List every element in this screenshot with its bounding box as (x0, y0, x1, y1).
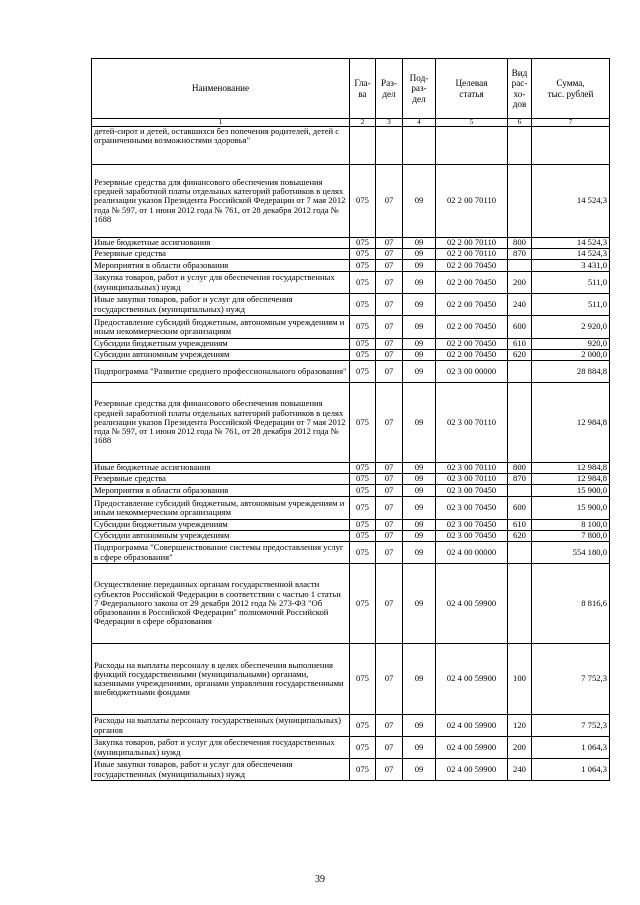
row-razdel: 07 (376, 485, 403, 497)
row-razdel: 07 (376, 644, 403, 715)
row-vid: 100 (508, 644, 532, 715)
row-vid: 800 (508, 238, 532, 249)
header-target: Целевая статья (436, 59, 508, 119)
row-podrazdel: 09 (403, 383, 436, 463)
row-sum: 7 752,3 (532, 644, 610, 715)
row-vid: 620 (508, 350, 532, 361)
row-podrazdel: 09 (403, 497, 436, 520)
row-sum: 511,0 (532, 294, 610, 316)
row-vid: 200 (508, 737, 532, 759)
row-vid: 610 (508, 339, 532, 350)
header-glava: Гла- ва (350, 59, 376, 119)
table-row (92, 165, 610, 238)
row-vid (508, 383, 532, 463)
table-row (92, 249, 610, 260)
row-sum: 8 816,6 (532, 564, 610, 644)
row-glava: 075 (350, 463, 376, 474)
table-row (92, 737, 610, 759)
row-name: Мероприятия в области образования (92, 260, 350, 272)
row-sum: 14 524,3 (532, 238, 610, 249)
budget-table (91, 58, 610, 781)
table-row (92, 759, 610, 781)
row-sum: 1 064,3 (532, 737, 610, 759)
row-sum: 2 920,0 (532, 316, 610, 339)
row-sum: 1 064,3 (532, 759, 610, 781)
row-name: детей-сирот и детей, оставшихся без попечения родителей, детей с ограниченными возможностями здоровья" (92, 127, 350, 165)
column-number: 2 (350, 119, 376, 127)
row-sum: 8 100,0 (532, 520, 610, 531)
header-row (92, 59, 610, 119)
row-razdel: 07 (376, 339, 403, 350)
row-name: Резервные средства (92, 249, 350, 260)
row-name: Подпрограмма "Развитие среднего профессионального образования" (92, 361, 350, 383)
header-vid: Вид рас- хо- дов (508, 59, 532, 119)
row-sum (532, 127, 610, 165)
row-podrazdel: 09 (403, 339, 436, 350)
row-target: 02 3 00 00000 (436, 361, 508, 383)
row-vid (508, 542, 532, 564)
row-glava: 075 (350, 737, 376, 759)
row-name: Мероприятия в области образования (92, 485, 350, 497)
row-sum: 14 524,3 (532, 165, 610, 238)
row-razdel: 07 (376, 238, 403, 249)
row-glava: 075 (350, 520, 376, 531)
row-razdel: 07 (376, 260, 403, 272)
row-target: 02 3 00 70110 (436, 383, 508, 463)
row-sum: 920,0 (532, 339, 610, 350)
row-razdel: 07 (376, 165, 403, 238)
row-vid: 120 (508, 715, 532, 737)
row-target: 02 2 00 70450 (436, 294, 508, 316)
column-number: 1 (92, 119, 350, 127)
row-podrazdel: 09 (403, 531, 436, 542)
row-glava: 075 (350, 260, 376, 272)
row-podrazdel: 09 (403, 715, 436, 737)
row-target: 02 4 00 59900 (436, 715, 508, 737)
column-number: 6 (508, 119, 532, 127)
row-name: Предоставление субсидий бюджетным, автономным учреждениям и иным некоммерческим организациям (92, 497, 350, 520)
row-name: Расходы на выплаты персоналу в целях обеспечения выполнения функций государственными (муниципальными) органами, казенными учреждениями, органами управления государственными внебюджетными фондами (92, 644, 350, 715)
row-target: 02 4 00 59900 (436, 759, 508, 781)
row-sum: 15 900,0 (532, 485, 610, 497)
column-number: 3 (376, 119, 403, 127)
table-body (92, 127, 610, 781)
row-podrazdel: 09 (403, 316, 436, 339)
row-glava: 075 (350, 272, 376, 294)
row-vid: 200 (508, 272, 532, 294)
row-podrazdel: 09 (403, 272, 436, 294)
row-vid: 870 (508, 474, 532, 485)
row-podrazdel: 09 (403, 542, 436, 564)
row-name: Закупка товаров, работ и услуг для обеспечения государственных (муниципальных) нужд (92, 737, 350, 759)
row-razdel: 07 (376, 350, 403, 361)
row-podrazdel: 09 (403, 737, 436, 759)
row-podrazdel: 09 (403, 485, 436, 497)
column-number: 5 (436, 119, 508, 127)
row-glava (350, 127, 376, 165)
row-podrazdel: 09 (403, 463, 436, 474)
table-row (92, 474, 610, 485)
row-sum: 12 984,8 (532, 383, 610, 463)
row-sum: 15 900,0 (532, 497, 610, 520)
row-razdel: 07 (376, 737, 403, 759)
row-glava: 075 (350, 497, 376, 520)
row-podrazdel: 09 (403, 361, 436, 383)
header-name: Наименование (92, 59, 350, 119)
row-razdel: 07 (376, 272, 403, 294)
row-target: 02 4 00 59900 (436, 737, 508, 759)
row-podrazdel: 09 (403, 165, 436, 238)
table-row (92, 564, 610, 644)
row-target: 02 2 00 70450 (436, 260, 508, 272)
row-name: Иные закупки товаров, работ и услуг для обеспечения государственных (муниципальных) нужд (92, 759, 350, 781)
row-podrazdel: 09 (403, 350, 436, 361)
header-sum: Сумма, тыс. рублей (532, 59, 610, 119)
row-target: 02 2 00 70450 (436, 316, 508, 339)
row-name: Предоставление субсидий бюджетным, автономным учреждениям и иным некоммерческим организациям (92, 316, 350, 339)
row-target: 02 3 00 70450 (436, 497, 508, 520)
row-glava: 075 (350, 474, 376, 485)
row-glava: 075 (350, 294, 376, 316)
row-glava: 075 (350, 542, 376, 564)
row-glava: 075 (350, 564, 376, 644)
row-vid: 620 (508, 531, 532, 542)
row-podrazdel: 09 (403, 238, 436, 249)
row-razdel: 07 (376, 474, 403, 485)
table-row (92, 361, 610, 383)
column-number: 4 (403, 119, 436, 127)
row-razdel (376, 127, 403, 165)
row-sum: 3 431,0 (532, 260, 610, 272)
row-vid: 600 (508, 497, 532, 520)
row-target: 02 2 00 70450 (436, 339, 508, 350)
row-target: 02 3 00 70110 (436, 463, 508, 474)
row-vid: 610 (508, 520, 532, 531)
table-row (92, 497, 610, 520)
row-target: 02 3 00 70450 (436, 520, 508, 531)
row-target: 02 2 00 70110 (436, 249, 508, 260)
row-name: Резервные средства для финансового обеспечения повышения средней заработной платы отдельных категорий работников в целях реализации указов Президента Российской Федерации от 7 мая 2012 года № 597, от 1 июня 2012 года № 761, от 28 декабря 2012 года № 1688 (92, 165, 350, 238)
table-row (92, 531, 610, 542)
row-vid: 240 (508, 294, 532, 316)
row-glava: 075 (350, 339, 376, 350)
row-name: Субсидии автономным учреждениям (92, 350, 350, 361)
row-target: 02 2 00 70450 (436, 272, 508, 294)
row-podrazdel: 09 (403, 520, 436, 531)
row-vid (508, 564, 532, 644)
row-sum: 12 984,8 (532, 474, 610, 485)
row-razdel: 07 (376, 316, 403, 339)
row-razdel: 07 (376, 463, 403, 474)
row-razdel: 07 (376, 564, 403, 644)
row-name: Субсидии бюджетным учреждениям (92, 520, 350, 531)
row-sum: 28 884,8 (532, 361, 610, 383)
row-razdel: 07 (376, 361, 403, 383)
table-row (92, 715, 610, 737)
row-vid (508, 361, 532, 383)
row-podrazdel: 09 (403, 260, 436, 272)
row-sum: 7 800,0 (532, 531, 610, 542)
table-row (92, 542, 610, 564)
row-vid: 800 (508, 463, 532, 474)
row-glava: 075 (350, 644, 376, 715)
row-vid: 240 (508, 759, 532, 781)
table-row (92, 127, 610, 165)
row-razdel: 07 (376, 497, 403, 520)
row-razdel: 07 (376, 715, 403, 737)
row-target (436, 127, 508, 165)
row-podrazdel: 09 (403, 294, 436, 316)
row-podrazdel: 09 (403, 249, 436, 260)
header-razdel: Раз- дел (376, 59, 403, 119)
row-podrazdel: 09 (403, 474, 436, 485)
row-name: Расходы на выплаты персоналу государственных (муниципальных) органов (92, 715, 350, 737)
table-row (92, 383, 610, 463)
row-razdel: 07 (376, 759, 403, 781)
row-vid (508, 485, 532, 497)
row-glava: 075 (350, 316, 376, 339)
row-name: Иные бюджетные ассигнования (92, 238, 350, 249)
row-sum: 14 524,3 (532, 249, 610, 260)
row-name: Резервные средства для финансового обеспечения повышения средней заработной платы отдельных категорий работников в целях реализации указов Президента Российской Федерации от 7 мая 2012 года № 597, от 1 июня 2012 года № 761, от 28 декабря 2012 года № 1688 (92, 383, 350, 463)
row-glava: 075 (350, 238, 376, 249)
row-vid: 600 (508, 316, 532, 339)
row-razdel: 07 (376, 542, 403, 564)
table-row (92, 463, 610, 474)
row-name: Иные бюджетные ассигнования (92, 463, 350, 474)
row-razdel: 07 (376, 531, 403, 542)
row-name: Подпрограмма "Совершенствование системы предоставления услуг в сфере образования" (92, 542, 350, 564)
row-sum: 511,0 (532, 272, 610, 294)
row-name: Иные закупки товаров, работ и услуг для обеспечения государственных (муниципальных) нужд (92, 294, 350, 316)
row-target: 02 3 00 70450 (436, 531, 508, 542)
page-number: 39 (315, 874, 325, 885)
row-podrazdel: 09 (403, 759, 436, 781)
row-glava: 075 (350, 485, 376, 497)
table-row (92, 520, 610, 531)
row-target: 02 3 00 70450 (436, 485, 508, 497)
row-glava: 075 (350, 165, 376, 238)
row-target: 02 2 00 70110 (436, 238, 508, 249)
row-glava: 075 (350, 249, 376, 260)
row-glava: 075 (350, 759, 376, 781)
table-row (92, 339, 610, 350)
table-row (92, 294, 610, 316)
row-podrazdel: 09 (403, 564, 436, 644)
row-vid (508, 260, 532, 272)
table-row (92, 260, 610, 272)
header-podrazdel: Под- раз- дел (403, 59, 436, 119)
row-glava: 075 (350, 383, 376, 463)
row-target: 02 4 00 59900 (436, 644, 508, 715)
table-row (92, 350, 610, 361)
table-row (92, 644, 610, 715)
column-number: 7 (532, 119, 610, 127)
row-podrazdel: 09 (403, 644, 436, 715)
table-row (92, 238, 610, 249)
row-name: Резервные средства (92, 474, 350, 485)
row-podrazdel (403, 127, 436, 165)
row-razdel: 07 (376, 249, 403, 260)
row-target: 02 4 00 00000 (436, 542, 508, 564)
row-name: Осуществление переданных органам государственной власти субъектов Российской Федерации в соответствии с частью 1 статьи 7 Федерального закона от 29 декабря 2012 года № 273-ФЗ "Об образовании в Российской Федерации" полномочий Российской Федерации в сфере образования (92, 564, 350, 644)
row-target: 02 3 00 70110 (436, 474, 508, 485)
row-vid (508, 127, 532, 165)
row-vid: 870 (508, 249, 532, 260)
table-row (92, 272, 610, 294)
table-row (92, 485, 610, 497)
row-target: 02 4 00 59900 (436, 564, 508, 644)
row-glava: 075 (350, 350, 376, 361)
row-sum: 2 000,0 (532, 350, 610, 361)
row-sum: 554 180,0 (532, 542, 610, 564)
row-name: Закупка товаров, работ и услуг для обеспечения государственных (муниципальных) нужд (92, 272, 350, 294)
row-vid (508, 165, 532, 238)
row-razdel: 07 (376, 520, 403, 531)
row-glava: 075 (350, 361, 376, 383)
row-razdel: 07 (376, 383, 403, 463)
row-name: Субсидии автономным учреждениям (92, 531, 350, 542)
row-glava: 075 (350, 715, 376, 737)
row-sum: 7 752,3 (532, 715, 610, 737)
row-name: Субсидии бюджетным учреждениям (92, 339, 350, 350)
row-glava: 075 (350, 531, 376, 542)
row-target: 02 2 00 70450 (436, 350, 508, 361)
table-row (92, 316, 610, 339)
row-sum: 12 984,8 (532, 463, 610, 474)
row-target: 02 2 00 70110 (436, 165, 508, 238)
row-razdel: 07 (376, 294, 403, 316)
